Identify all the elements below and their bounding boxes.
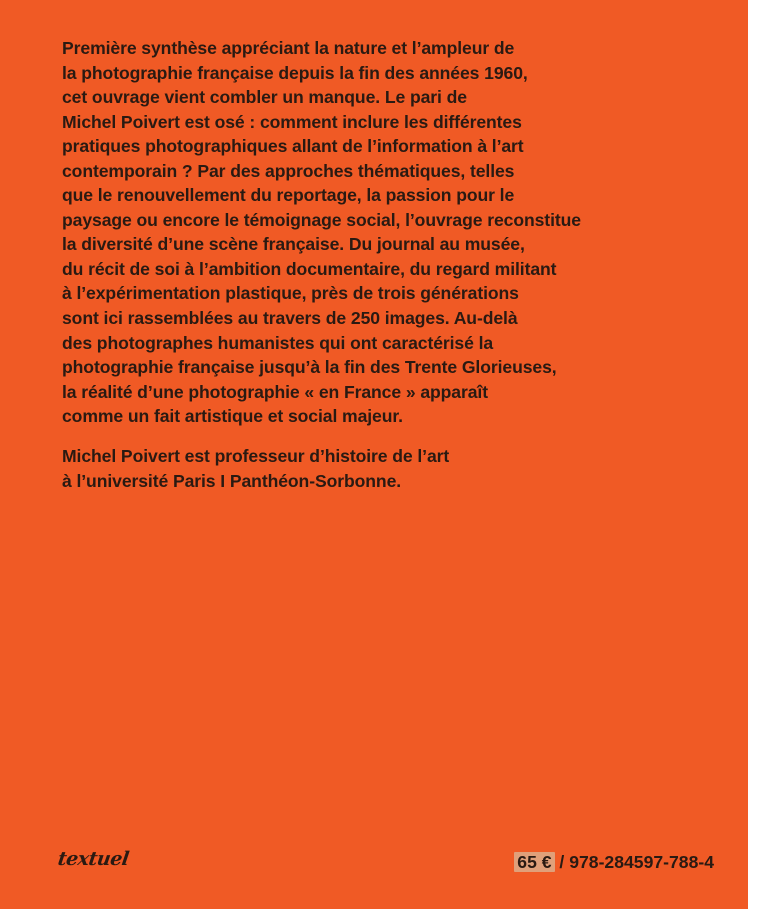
description-line: la réalité d’une photographie « en France » apparaît xyxy=(62,381,488,402)
description-line: Michel Poivert est osé : comment inclure les différentes xyxy=(62,111,522,132)
description-line: que le renouvellement du reportage, la passion pour le xyxy=(62,185,515,206)
bio-line: Michel Poivert est professeur d’histoire de l’art xyxy=(62,446,450,466)
description-line: la diversité d’une scène française. Du journal au musée, xyxy=(62,234,525,255)
description-line: Première synthèse appréciant la nature et l’ampleur de xyxy=(62,38,515,58)
isbn-number: 978-284597-788-4 xyxy=(569,852,714,872)
description-line: contemporain ? Par des approches thématiques, telles xyxy=(62,160,515,181)
description-line: paysage ou encore le témoignage social, l’ouvrage reconstitue xyxy=(62,209,581,230)
author-bio xyxy=(62,444,702,493)
description-line: pratiques photographiques allant de l’information à l’art xyxy=(62,136,524,157)
publisher-logo: textuel xyxy=(56,848,131,870)
price-tag: 65 € xyxy=(514,852,554,872)
description-line: la photographie française depuis la fin des années 1960, xyxy=(62,62,528,83)
description-line: des photographes humanistes qui ont caractérisé la xyxy=(62,332,494,353)
description-line: cet ouvrage vient combler un manque. Le pari de xyxy=(62,87,467,108)
description-line: sont ici rassemblées au travers de 250 images. Au-delà xyxy=(62,308,518,329)
book-description xyxy=(62,36,702,429)
description-line: comme un fait artistique et social majeur. xyxy=(62,406,403,427)
bio-line: à l’université Paris I Panthéon-Sorbonne. xyxy=(62,470,402,491)
price-isbn-line xyxy=(514,852,714,873)
description-line: du récit de soi à l’ambition documentaire, du regard militant xyxy=(62,258,557,279)
description-line: photographie française jusqu’à la fin des Trente Glorieuses, xyxy=(62,357,557,378)
price-separator: / xyxy=(554,852,570,872)
description-line: à l’expérimentation plastique, près de trois générations xyxy=(62,283,519,304)
